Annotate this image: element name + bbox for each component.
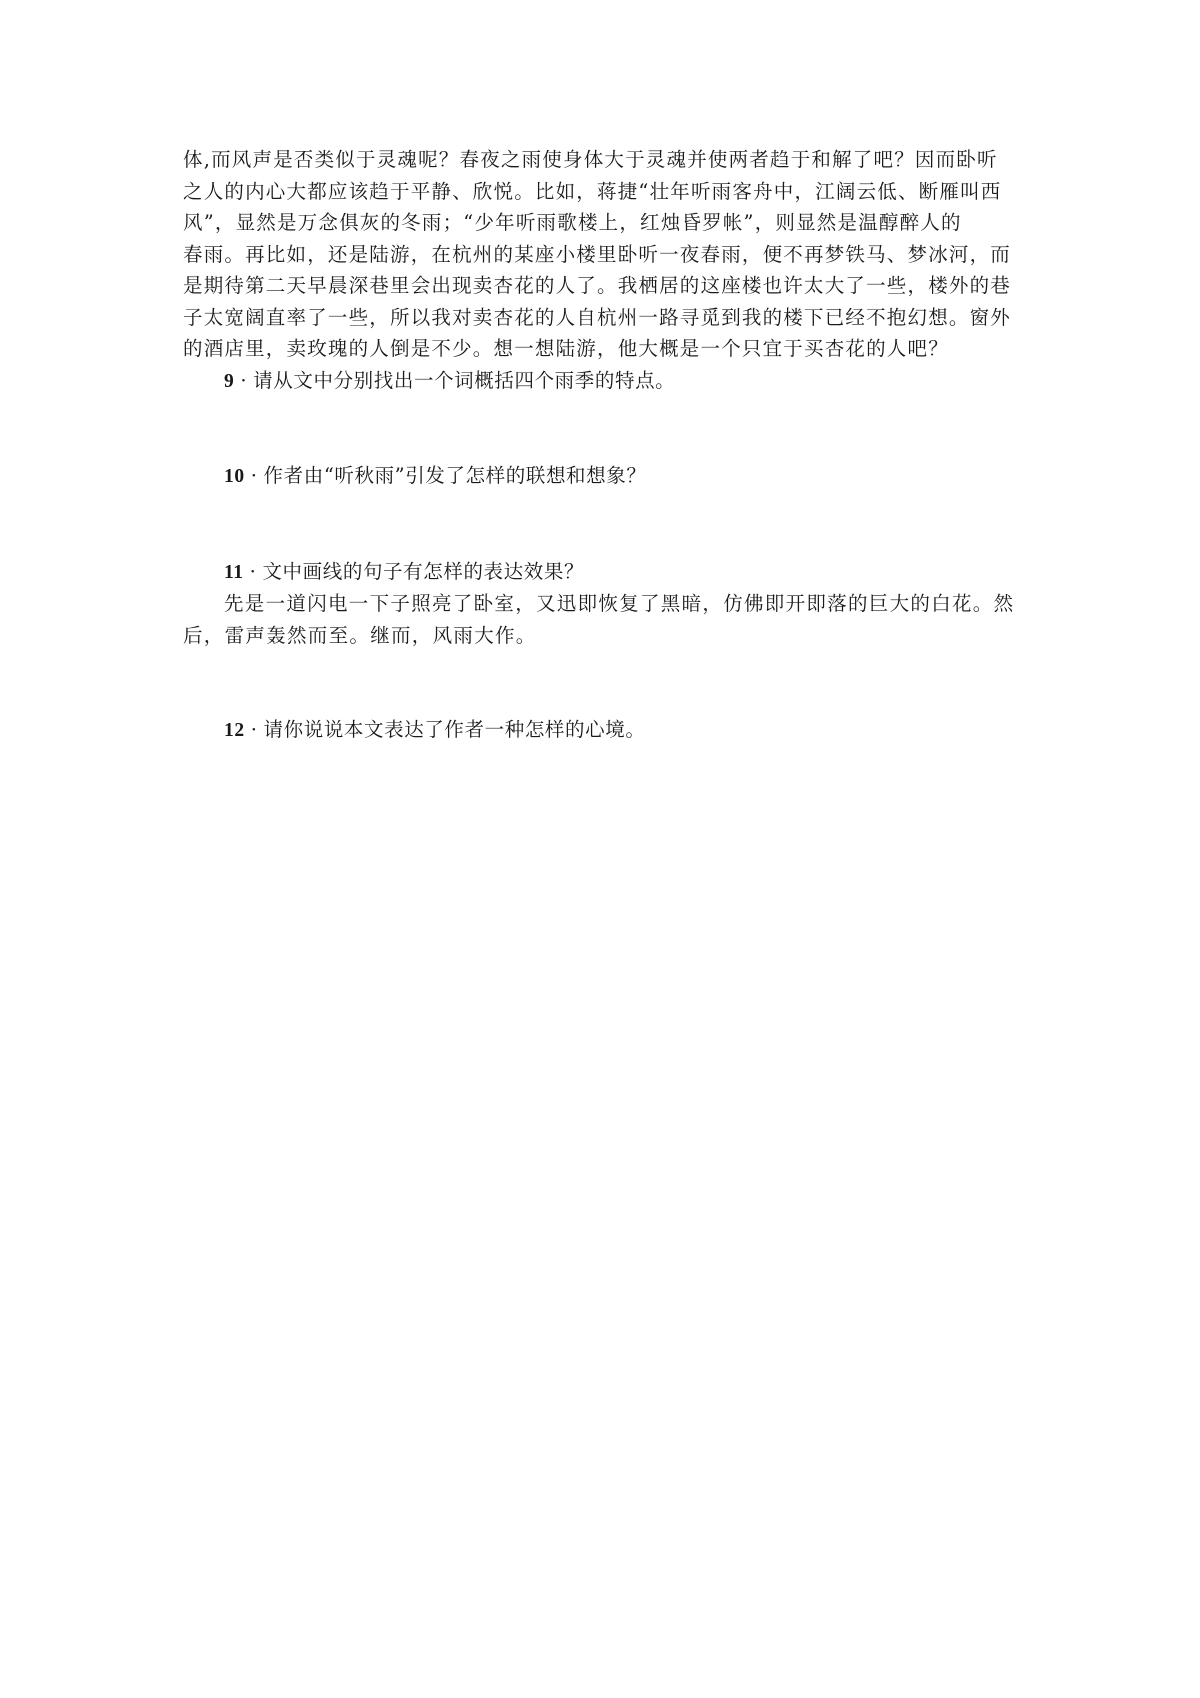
question-number: 10 [224, 466, 245, 487]
passage-line: 春雨。再比如，还是陆游，在杭州的某座小楼里卧听一夜春雨，便不再梦铁马、梦冰河，而 [183, 242, 1012, 266]
question-11 [183, 556, 1025, 589]
question-number: 12 [224, 720, 245, 741]
question-9 [183, 365, 1025, 398]
question-number: 9 [224, 370, 235, 392]
question-separator: · [249, 559, 257, 583]
passage-line: 是期待第二天早晨深巷里会出现卖杏花的人了。我栖居的这座楼也许太大了一些，楼外的巷 [183, 274, 1012, 297]
quoted-line: 后，雷声轰然而至。继而，风雨大作。 [183, 623, 537, 647]
passage-line: 风”，显然是万念俱灰的冬雨；“少年听雨歌楼上，红烛昏罗帐”，则显然是温醇醉人的 [183, 211, 962, 234]
question-number: 11 [224, 561, 244, 583]
answer-space [183, 651, 1025, 714]
question-text: 文中画线的句子有怎样的表达效果？ [262, 559, 585, 583]
question-text: 请从文中分别找出一个词概括四个雨季的特点。 [253, 368, 676, 392]
passage-line: 体,而风声是否类似于灵魂呢？春夜之雨使身体大于灵魂并使两者趋于和解了吧？因而卧听 [183, 148, 998, 171]
document-page [183, 144, 1025, 747]
answer-space [183, 493, 1025, 556]
question-text: 作者由“听秋雨”引发了怎样的联想和想象？ [263, 464, 647, 487]
passage-line: 之人的内心大都应该趋于平静、欣悦。比如，蒋捷“壮年听雨客舟中，江阔云低、断雁叫西 [183, 179, 1002, 203]
question-text: 请你说说本文表达了作者一种怎样的心境。 [263, 718, 646, 741]
question-separator: · [250, 464, 258, 487]
question-separator: · [250, 718, 258, 741]
quoted-sentence [183, 588, 1025, 651]
quoted-line: 先是一道闪电一下子照亮了卧室，又迅即恢复了黑暗，仿佛即开即落的巨大的白花。然 [224, 592, 1015, 615]
question-12 [183, 714, 1025, 747]
answer-space [183, 397, 1025, 460]
question-separator: · [240, 368, 248, 392]
passage-line: 的酒店里，卖玫瑰的人倒是不少。想一想陆游，他大概是一个只宜于买杏花的人吧？ [183, 337, 949, 360]
passage-line: 子太宽阔直率了一些，所以我对卖杏花的人自杭州一路寻觅到我的楼下已经不抱幻想。窗外 [183, 305, 1012, 329]
passage-paragraph [183, 144, 1025, 365]
question-10 [183, 460, 1025, 493]
